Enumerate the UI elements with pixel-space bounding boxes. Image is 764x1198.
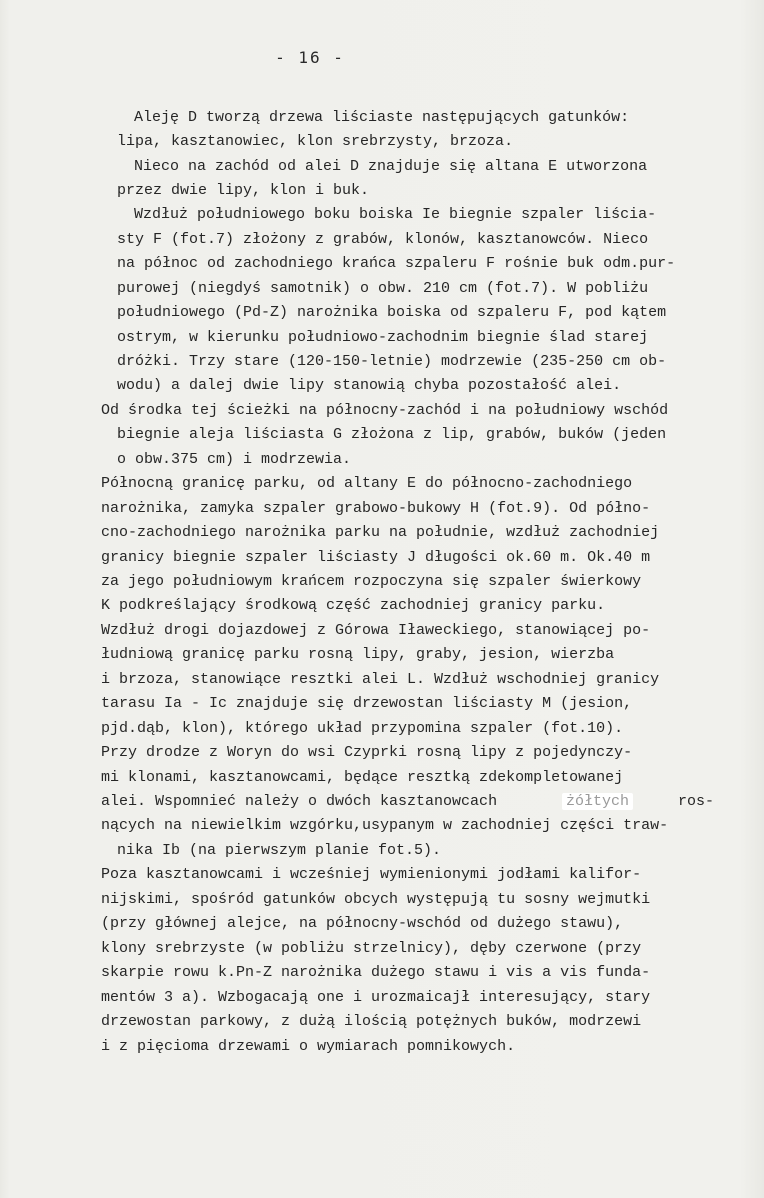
text-line: cno-zachodniego narożnika parku na południe, wzdłuż zachodniej [101,524,660,541]
text-line: Aleję D tworzą drzewa liściaste następujących gatunków: [134,109,630,126]
text-line: pjd.dąb, klon), którego układ przypomina szpaler (fot.10). [101,720,624,737]
text-line: przez dwie lipy, klon i buk. [117,182,370,199]
text-line: nijskimi, spośród gatunków obcych występują tu sosny wejmutki [101,891,651,908]
text-line: Nieco na zachód od alei D znajduje się altana E utworzona [134,158,648,175]
text-line: (przy głównej alejce, na północny-wschód od dużego stawu), [101,915,624,932]
text-line: łudniową granicę parku rosną lipy, graby, jesion, wierzba [101,646,615,663]
text-line: Poza kasztanowcami i wcześniej wymienionymi jodłami kalifor- [101,866,642,883]
text-line: o obw.375 cm) i modrzewia. [117,451,352,468]
text-line: i z pięcioma drzewami o wymiarach pomnikowych. [101,1038,516,1055]
text-line: za jego południowym krańcem rozpoczyna się szpaler świerkowy [101,573,642,590]
text-line: sty F (fot.7) złożony z grabów, klonów, kasztanowców. Nieco [117,231,649,248]
text-segment: alei. Wspomnieć należy o dwóch kasztanowcach [101,793,498,810]
page-number: - 16 - [275,48,345,67]
text-line: mi klonami, kasztanowcami, będące resztką zdekompletowanej [101,769,624,786]
text-line: nika Ib (na pierwszym planie fot.5). [117,842,442,859]
text-line: mentów 3 a). Wzbogacają one i urozmaicajł interesujący, stary [101,989,651,1006]
text-line: skarpie rowu k.Pn-Z narożnika dużego stawu i vis a vis funda- [101,964,651,981]
text-line: drzewostan parkowy, z dużą ilością potężnych buków, modrzewi [101,1013,642,1030]
text-line: nących na niewielkim wzgórku,usypanym w zachodniej części traw- [101,817,669,834]
text-line: Północną granicę parku, od altany E do północno-zachodniego [101,475,633,492]
text-line: lipa, kasztanowiec, klon srebrzysty, brzoza. [117,133,514,150]
text-line: Przy drodze z Woryn do wsi Czyprki rosną lipy z pojedynczy- [101,744,633,761]
highlight-mark: żółtych [562,793,633,810]
text-line: purowej (niegdyś samotnik) o obw. 210 cm (fot.7). W pobliżu [117,280,649,297]
text-line: Od środka tej ścieżki na północny-zachód i na południowy wschód [101,402,669,419]
text-line: wodu) a dalej dwie lipy stanowią chyba pozostałość alei. [117,377,622,394]
text-line: na północ od zachodniego krańca szpaleru F rośnie buk odm.pur- [117,255,676,272]
text-line: i brzoza, stanowiące resztki alei L. Wzdłuż wschodniej granicy [101,671,660,688]
text-line: ostrym, w kierunku południowo-zachodnim biegnie ślad starej [117,329,649,346]
text-line: tarasu Ia - Ic znajduje się drzewostan liściasty M (jesion, [101,695,633,712]
text-line: południowego (Pd-Z) narożnika boiska od szpaleru F, pod kątem [117,304,667,321]
text-line: narożnika, zamyka szpaler grabowo-bukowy H (fot.9). Od półno- [101,500,651,517]
text-line: granicy biegnie szpaler liściasty J długości ok.60 m. Ok.40 m [101,549,651,566]
text-line: Wzdłuż drogi dojazdowej z Górowa Iławeckiego, stanowiącej po- [101,622,651,639]
text-line [101,790,497,814]
text-line: Wzdłuż południowego boku boiska Ie biegnie szpaler liścia- [134,206,657,223]
text-line: klony srebrzyste (w pobliżu strzelnicy), dęby czerwone (przy [101,940,642,957]
text-line: dróżki. Trzy stare (120-150-letnie) modrzewie (235-250 cm ob- [117,353,667,370]
highlighted-word [562,790,633,814]
text-segment: ros- [678,793,715,810]
text-line: biegnie aleja liściasta G złożona z lip, grabów, buków (jeden [117,426,667,443]
text-line: K podkreślający środkową część zachodniej granicy parku. [101,597,606,614]
